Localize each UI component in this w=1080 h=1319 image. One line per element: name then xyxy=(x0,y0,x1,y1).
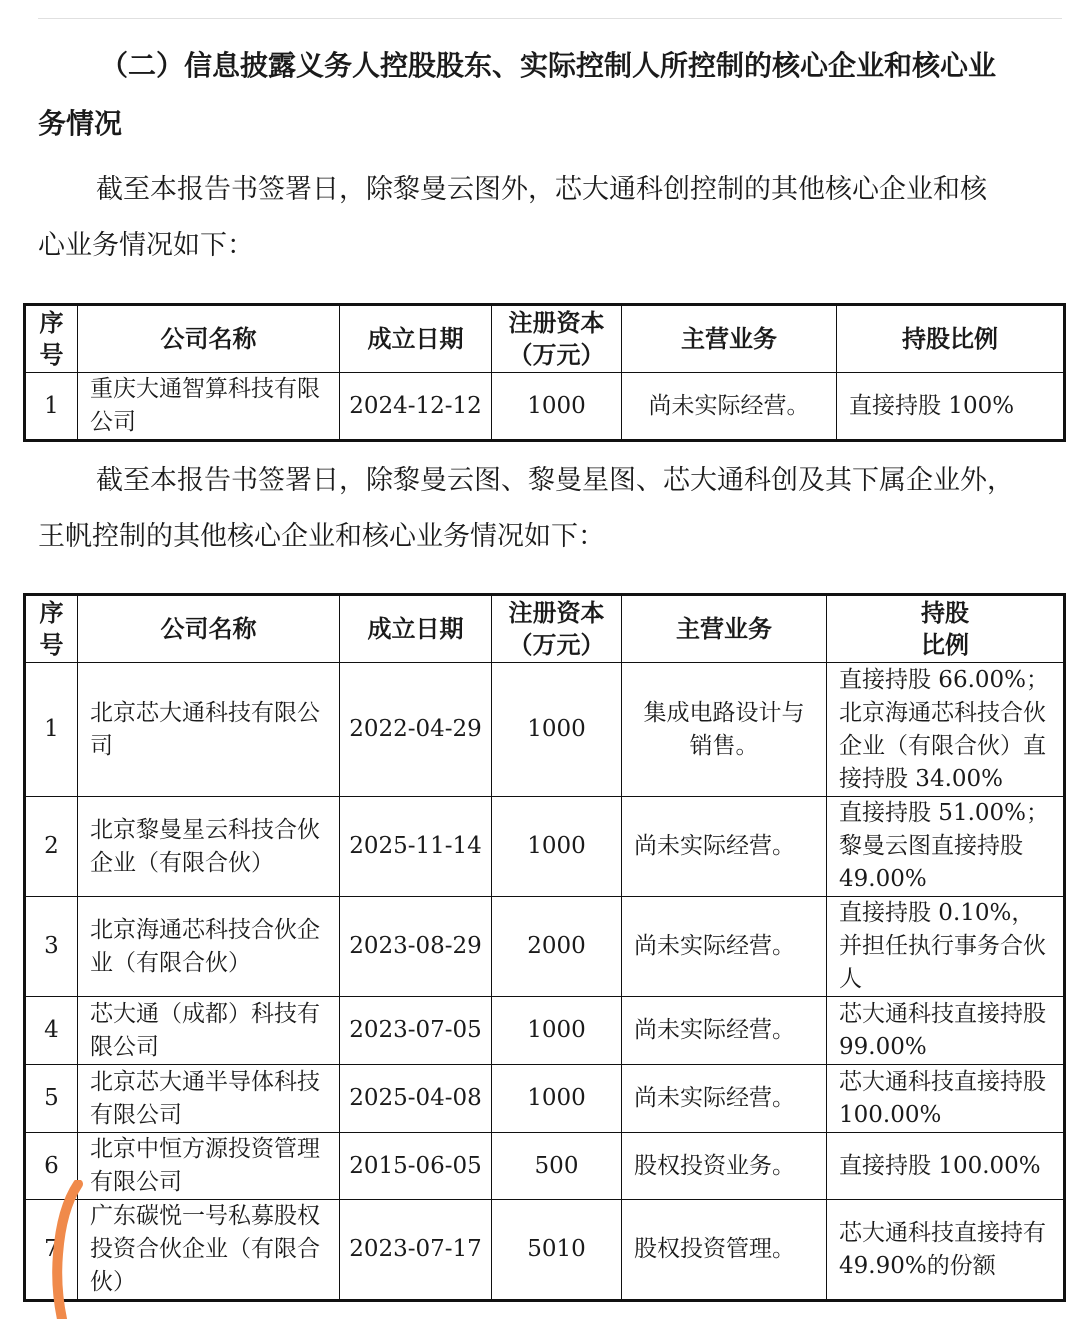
table-row xyxy=(25,1065,1065,1133)
cell-company-name: 重庆大通智算科技有限公司 xyxy=(78,373,340,441)
cell-registered-capital: 1000 xyxy=(492,1065,622,1133)
para1-line-2: 心业务情况如下： xyxy=(38,230,254,261)
cell-founded-date: 2023-07-17 xyxy=(340,1200,492,1301)
header-share-ratio: 持股 比例 xyxy=(827,595,1065,663)
cell-founded-date: 2024-12-12 xyxy=(340,373,492,441)
section-heading xyxy=(38,37,1060,153)
cell-seq: 7 xyxy=(25,1200,78,1301)
heading-line-2: 务情况 xyxy=(38,107,123,140)
cell-seq: 5 xyxy=(25,1065,78,1133)
cell-founded-date: 2025-11-14 xyxy=(340,797,492,897)
cell-seq: 2 xyxy=(25,797,78,897)
para1-line-1: 截至本报告书签署日，除黎曼云图外，芯大通科创控制的其他核心企业和核 xyxy=(96,174,987,205)
cell-share-ratio: 直接持股 66.00%；北京海通芯科技合伙企业（有限合伙）直接持股 34.00% xyxy=(827,663,1065,797)
cell-registered-capital: 1000 xyxy=(492,373,622,441)
cell-founded-date: 2025-04-08 xyxy=(340,1065,492,1133)
table-core-enterprises-keji xyxy=(23,303,1066,442)
header-seq: 序 号 xyxy=(25,595,78,663)
table-row xyxy=(25,997,1065,1065)
cell-company-name: 北京中恒方源投资管理有限公司 xyxy=(78,1133,340,1200)
cell-share-ratio: 直接持股 0.10%，并担任执行事务合伙人 xyxy=(827,897,1065,997)
header-founded-date: 成立日期 xyxy=(340,305,492,373)
header-main-business: 主营业务 xyxy=(622,305,837,373)
cell-share-ratio: 直接持股 51.00%；黎曼云图直接持股 49.00% xyxy=(827,797,1065,897)
cell-main-business: 股权投资管理。 xyxy=(622,1200,827,1301)
cell-main-business: 尚未实际经营。 xyxy=(622,1065,827,1133)
table-core-enterprises-wangfan xyxy=(23,593,1066,1302)
cell-share-ratio: 直接持股 100% xyxy=(837,373,1065,441)
cell-registered-capital: 1000 xyxy=(492,797,622,897)
cell-main-business: 尚未实际经营。 xyxy=(622,897,827,997)
cell-founded-date: 2015-06-05 xyxy=(340,1133,492,1200)
table-row xyxy=(25,663,1065,797)
cell-seq: 4 xyxy=(25,997,78,1065)
para2-line-2: 王帆控制的其他核心企业和核心业务情况如下： xyxy=(38,521,605,552)
header-company-name: 公司名称 xyxy=(78,595,340,663)
table-row xyxy=(25,797,1065,897)
header-company-name: 公司名称 xyxy=(78,305,340,373)
cell-company-name: 北京芯大通半导体科技有限公司 xyxy=(78,1065,340,1133)
cell-main-business: 股权投资业务。 xyxy=(622,1133,827,1200)
cell-seq: 3 xyxy=(25,897,78,997)
cell-company-name: 北京黎曼星云科技合伙企业（有限合伙） xyxy=(78,797,340,897)
header-registered-capital: 注册资本 （万元） xyxy=(492,305,622,373)
cell-registered-capital: 2000 xyxy=(492,897,622,997)
cell-registered-capital: 1000 xyxy=(492,663,622,797)
top-divider xyxy=(38,18,1062,19)
cell-share-ratio: 芯大通科技直接持股 100.00% xyxy=(827,1065,1065,1133)
cell-company-name: 北京海通芯科技合伙企业（有限合伙） xyxy=(78,897,340,997)
table-row xyxy=(25,897,1065,997)
cell-main-business: 尚未实际经营。 xyxy=(622,373,837,441)
cell-share-ratio: 直接持股 100.00% xyxy=(827,1133,1065,1200)
cell-main-business: 尚未实际经营。 xyxy=(622,797,827,897)
cell-main-business: 集成电路设计与销售。 xyxy=(622,663,827,797)
cell-founded-date: 2022-04-29 xyxy=(340,663,492,797)
cell-registered-capital: 1000 xyxy=(492,997,622,1065)
cell-share-ratio: 芯大通科技直接持股 99.00% xyxy=(827,997,1065,1065)
header-registered-capital: 注册资本 （万元） xyxy=(492,595,622,663)
intro-paragraph-2 xyxy=(38,453,1060,565)
cell-registered-capital: 5010 xyxy=(492,1200,622,1301)
cell-main-business: 尚未实际经营。 xyxy=(622,997,827,1065)
cell-seq: 6 xyxy=(25,1133,78,1200)
heading-line-1: （二）信息披露义务人控股股东、实际控制人所控制的核心企业和核心业 xyxy=(100,49,997,82)
cell-seq: 1 xyxy=(25,373,78,441)
cell-company-name: 芯大通（成都）科技有限公司 xyxy=(78,997,340,1065)
intro-paragraph-1 xyxy=(38,162,1060,274)
cell-company-name: 北京芯大通科技有限公司 xyxy=(78,663,340,797)
cell-share-ratio: 芯大通科技直接持有 49.90%的份额 xyxy=(827,1200,1065,1301)
cell-seq: 1 xyxy=(25,663,78,797)
cell-company-name: 广东碳悦一号私募股权投资合伙企业（有限合伙） xyxy=(78,1200,340,1301)
table-row xyxy=(25,1200,1065,1301)
table-row xyxy=(25,1133,1065,1200)
header-seq: 序 号 xyxy=(25,305,78,373)
header-main-business: 主营业务 xyxy=(622,595,827,663)
table-header-row xyxy=(25,305,1065,373)
para2-line-1: 截至本报告书签署日，除黎曼云图、黎曼星图、芯大通科创及其下属企业外， xyxy=(96,465,1014,496)
cell-founded-date: 2023-07-05 xyxy=(340,997,492,1065)
header-founded-date: 成立日期 xyxy=(340,595,492,663)
cell-founded-date: 2023-08-29 xyxy=(340,897,492,997)
header-share-ratio: 持股比例 xyxy=(837,305,1065,373)
table-header-row xyxy=(25,595,1065,663)
cell-registered-capital: 500 xyxy=(492,1133,622,1200)
table-row xyxy=(25,373,1065,441)
